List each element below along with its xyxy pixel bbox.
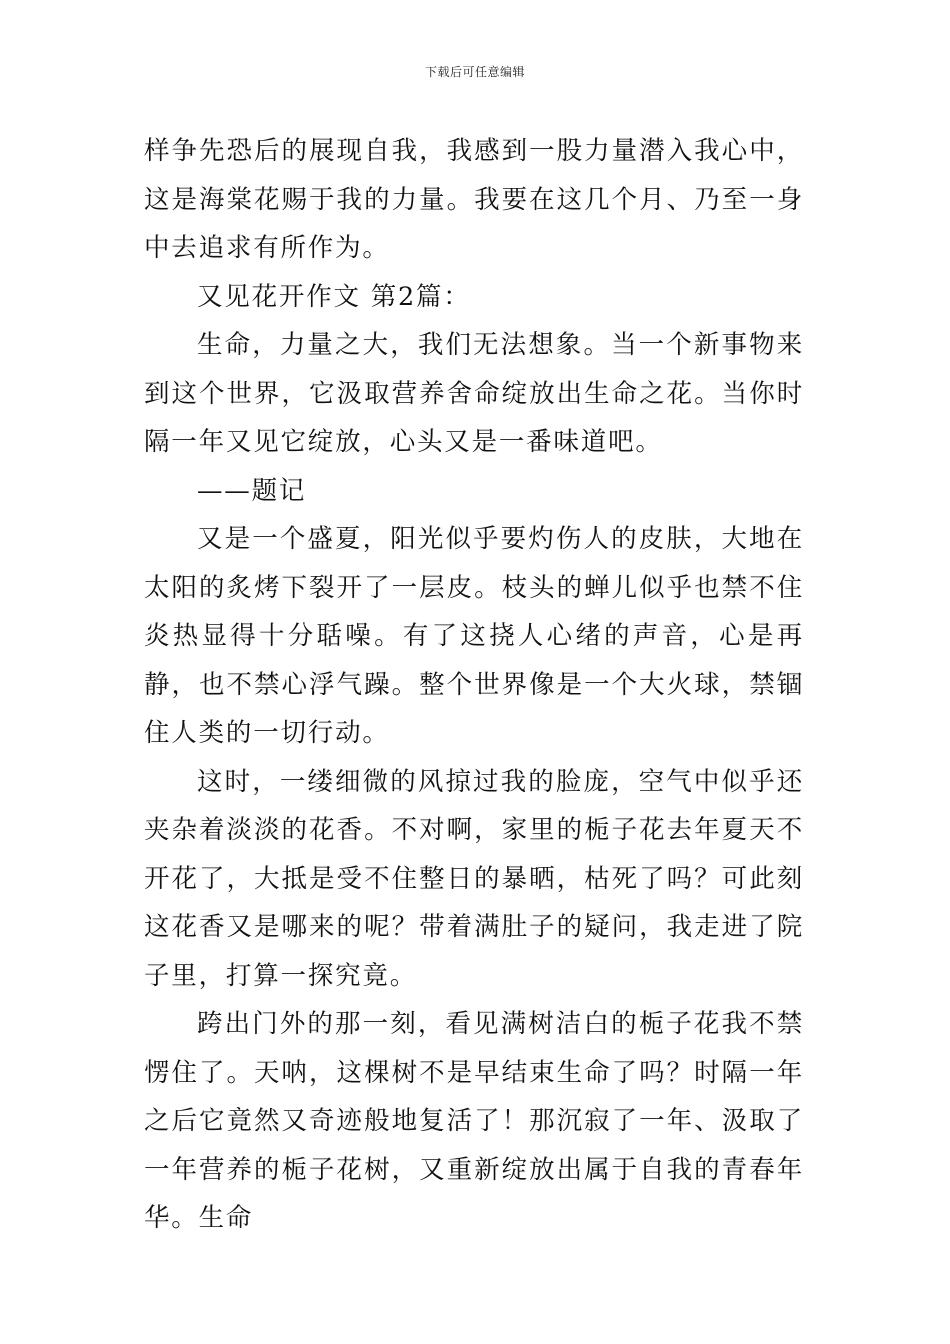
page-header: 下载后可任意编辑	[424, 65, 525, 79]
paragraph-summer: 又是一个盛夏，阳光似乎要灼伤人的皮肤，大地在太阳的炙烤下裂开了一层皮。枝头的蝉儿似乎也禁不住炎热显得十分聒噪。有了这挠人心绪的声音，心是再静，也不禁心浮气躁。整个世界像是一个大火球，禁锢住人类的一切行动。	[144, 524, 804, 748]
paragraph-preface: 生命，力量之大，我们无法想象。当一个新事物来到这个世界，它汲取营养舍命绽放出生命之花。当你时隔一年又见它绽放，心头又是一番味道吧。	[144, 330, 804, 457]
paragraph-continuation: 样争先恐后的展现自我，我感到一股力量潜入我心中，这是海棠花赐于我的力量。我要在这几个月、乃至一身中去追求有所作为。	[144, 136, 804, 263]
preface-attribution: ——题记	[197, 475, 307, 506]
document-body	[144, 127, 804, 1243]
paragraph-gardenia: 跨出门外的那一刻，看见满树洁白的栀子花我不禁愣住了。天呐，这棵树不是早结束生命了吗？时隔一年之后它竟然又奇迹般地复活了！那沉寂了一年、汲取了一年营养的栀子花树，又重新绽放出属于自我的青春年华。生命	[144, 1009, 804, 1233]
paragraph-breeze: 这时，一缕细微的风掠过我的脸庞，空气中似乎还夹杂着淡淡的花香。不对啊，家里的栀子花去年夏天不开花了，大抵是受不住整日的暴晒，枯死了吗？可此刻这花香又是哪来的呢？带着满肚子的疑问，我走进了院子里，打算一探究竟。	[144, 766, 804, 991]
essay-heading: 又见花开作文 第2篇：	[197, 281, 471, 312]
